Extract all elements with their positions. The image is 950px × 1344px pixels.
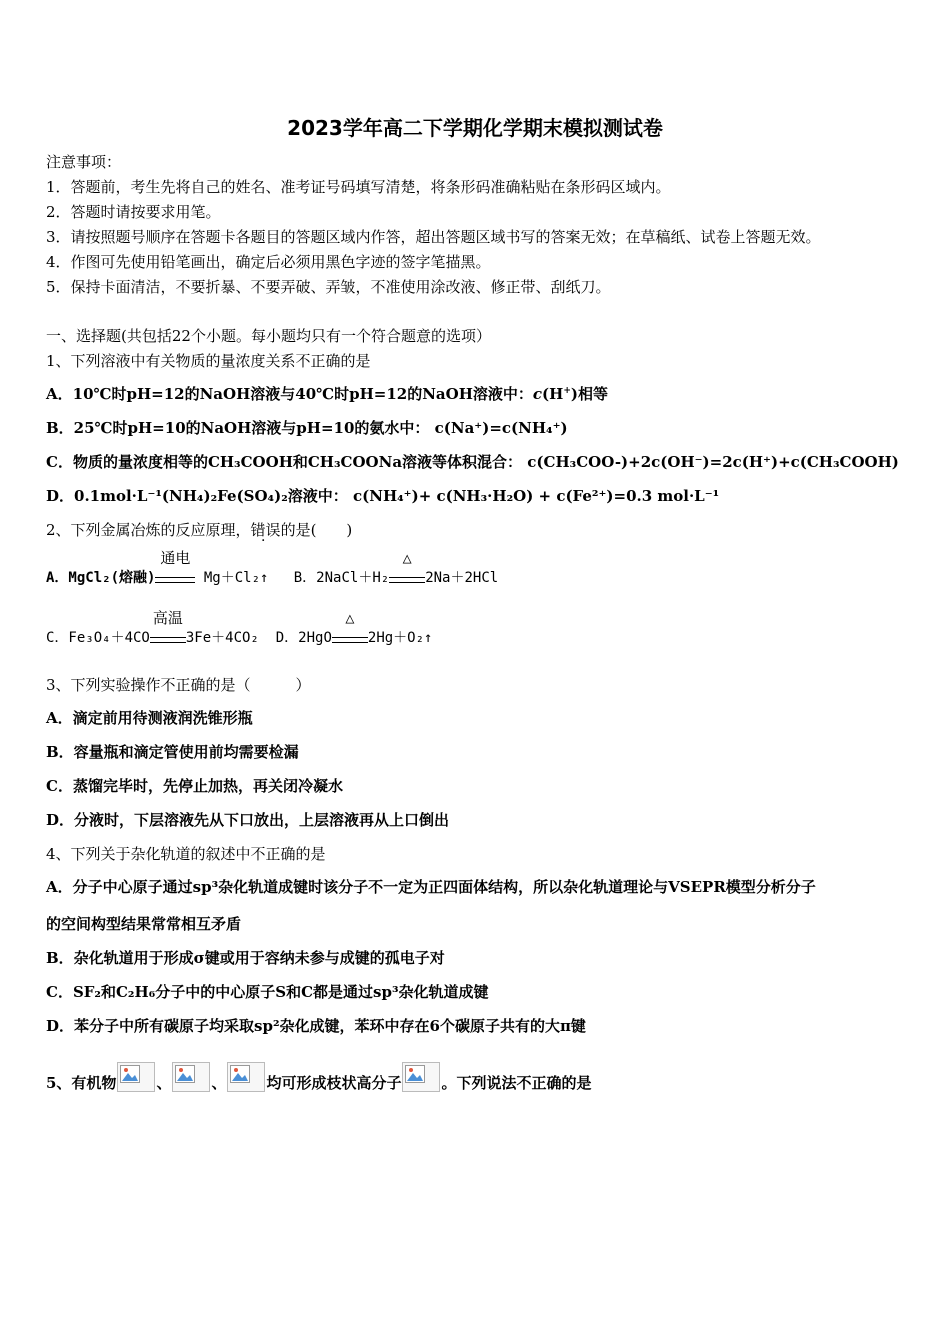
q1-b-text: B．25℃时pH=10的NaOH溶液与pH=10的氨水中： [46,419,430,437]
equals-sign [332,637,368,643]
notice-item: 1．答题前，考生先将自己的姓名、准考证号码填写清楚，将条形码准确粘贴在条形码区域内。 [46,178,671,196]
q2-c-arrow [150,609,186,648]
q3-option-b: B．容量瓶和滴定管使用前均需要检漏 [46,743,299,761]
q2-a-condition: 通电 [160,549,191,567]
q1-c-text: C．物质的量浓度相等的CH₃COOH和CH₃COONa溶液等体积混合： [46,453,523,471]
q4-option-b: B．杂化轨道用于形成σ键或用于容纳未参与成键的孤电子对 [46,949,445,967]
q2-c-left: C．Fe₃O₄＋4CO [46,630,150,646]
q4-option-a-line1: A．分子中心原子通过sp³杂化轨道成键时该分子不一定为正四面体结构，所以杂化轨道理论与VSEPR模型分析分子 [46,878,816,896]
q2-d-condition: △ [345,609,355,627]
q4-stem: 4、下列关于杂化轨道的叙述中不正确的是 [46,845,326,863]
notice-item: 4．作图可先使用铅笔画出，确定后必须用黑色字迹的签字笔描黑。 [46,253,491,271]
q2-stem-emphasis: 错误 [250,521,281,539]
q2-c-right: 3Fe＋4CO₂ [185,630,259,646]
q3-option-c: C．蒸馏完毕时，先停止加热，再关闭冷凝水 [46,777,343,795]
q1-option-d [46,486,719,506]
broken-image-icon [227,1062,265,1092]
q3-option-a: A．滴定前用待测液润洗锥形瓶 [46,709,253,727]
q1-a-c: c [532,385,543,403]
q1-c-eq: c(CH₃COO-)+2c(OH⁻)=2c(H⁺)+c(CH₃COOH) [527,453,899,471]
q4-option-c: C．SF₂和C₂H₆分子中的中心原子S和C都是通过sp³杂化轨道成键 [46,983,489,1001]
notice-heading: 注意事项： [46,153,122,171]
q5-sep: 、 [156,1074,172,1092]
q2-d-left: D．2HgO [275,630,332,646]
equals-sign [150,637,186,643]
notice-item: 5．保持卡面清洁，不要折暴、不要弄破、弄皱，不准使用涂改液、修正带、刮纸刀。 [46,278,611,296]
q4-option-d: D．苯分子中所有碳原子均采取sp²杂化成键，苯环中存在6个碳原子共有的大π键 [46,1017,586,1035]
q2-b-condition: △ [402,549,412,567]
q5-sep: 、 [211,1074,227,1092]
q5-stem-post: 。下列说法不正确的是 [441,1074,592,1092]
q2-b-arrow [389,549,425,588]
q1-a-ion: (H [542,385,564,403]
q2-a-arrow [155,549,195,588]
broken-image-icon [172,1062,210,1092]
q2-stem-pre: 2、下列金属冶炼的反应原理， [46,521,251,539]
q1-d-eq: c(NH₄⁺)+ c(NH₃·H₂O) + c(Fe²⁺)=0.3 mol·L⁻¹ [353,487,720,505]
page-title: 2023学年高二下学期化学期末模拟测试卷 [287,116,663,140]
q2-c-condition: 高温 [152,609,183,627]
q1-a-text: A．10℃时pH=12的NaOH溶液与40℃时pH=12的NaOH溶液中： [46,385,533,403]
q1-option-b [46,418,568,438]
q1-b-eq: c(Na⁺)=c(NH₄⁺) [434,419,568,437]
q2-d-right: 2Hg＋O₂↑ [367,630,433,646]
q2-options-cd [46,609,433,648]
equals-sign [389,577,425,583]
broken-image-icon [402,1062,440,1092]
q2-a-right: Mg＋Cl₂↑ [203,570,269,586]
q4-option-a-line2: 的空间构型结果常常相互矛盾 [46,915,242,933]
section-heading: 一、选择题(共包括22个小题。每小题均只有一个符合题意的选项） [46,327,491,345]
broken-image-icon [117,1062,155,1092]
q1-a-sup: + [563,386,571,396]
q1-option-a [46,384,608,404]
q2-d-arrow [332,609,368,648]
q3-stem: 3、下列实验操作不正确的是（ ） [46,676,311,694]
q5-stem-mid: 均可形成枝状高分子 [266,1074,402,1092]
q1-d-text: D．0.1mol·L⁻¹(NH₄)₂Fe(SO₄)₂溶液中： [46,487,348,505]
q5-stem-pre: 5、有机物 [46,1074,117,1092]
q1-a-post: )相等 [570,385,608,403]
equals-sign [155,577,195,583]
notice-item: 2．答题时请按要求用笔。 [46,203,221,221]
q3-option-d: D．分液时，下层溶液先从下口放出，上层溶液再从上口倒出 [46,811,450,829]
q2-options-ab [46,549,499,588]
q2-b-right: 2Na＋2HCl [425,570,499,586]
q1-option-c [46,452,899,472]
q2-stem [46,520,352,540]
q2-stem-post: 的是( ) [280,521,353,539]
notice-item: 3．请按照题号顺序在答题卡各题目的答题区域内作答，超出答题区域书写的答案无效；在草稿纸、试卷上答题无效。 [46,228,821,246]
q2-b-left: B．2NaCl＋H₂ [293,570,390,586]
q1-stem: 1、下列溶液中有关物质的量浓度关系不正确的是 [46,352,371,370]
q5-stem [46,1062,592,1093]
q2-a-left: A．MgCl₂(熔融) [46,570,156,586]
